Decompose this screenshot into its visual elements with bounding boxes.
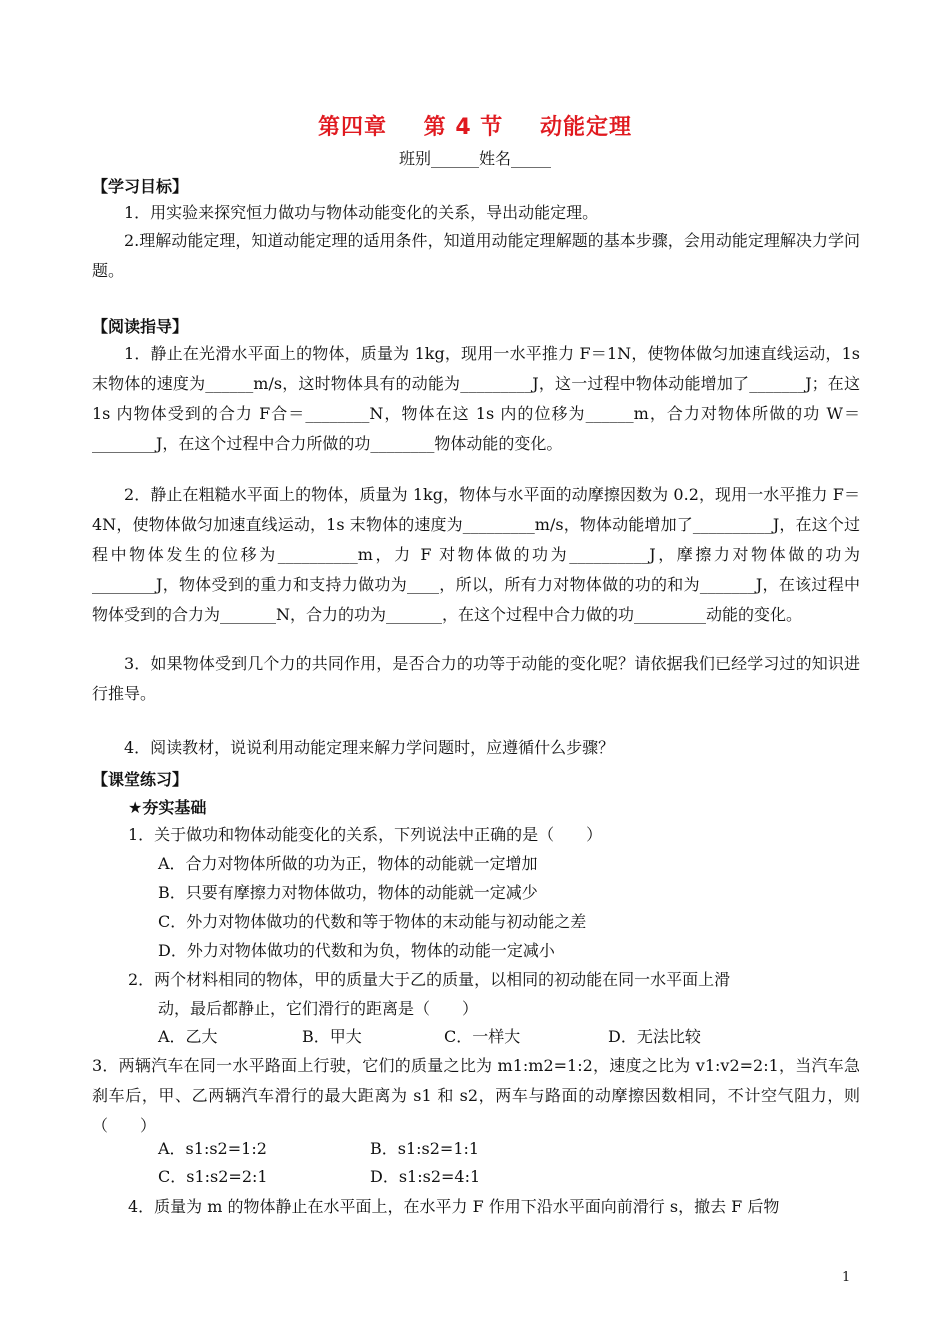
- objective-1: 1．用实验来探究恒力做功与物体动能变化的关系，导出动能定理。: [124, 203, 599, 222]
- reading-item-2: 2．静止在粗糙水平面上的物体，质量为 1kg，物体与水平面的动摩擦因数为 0.2，现用一水平推力 F＝4N，使物体做匀加速直线运动，1s 末物体的速度为_________m/s，物体动能增加了__________J，在这个过程中物体发生的位移为__________m，力 F 对物体做的功为__________J，摩擦力对物体做的功为________J，物体受到的重力和支持力做功为____，所以，所有力对物体做的功的和为_______J，在该过程中物体受到的合力为_______N，合力的功为_______，在这个过程中合力做的功_________动能的变化。: [92, 485, 860, 624]
- objectives-heading: 【学习目标】: [92, 177, 189, 196]
- reading-heading: 【阅读指导】: [92, 317, 189, 336]
- practice-heading: 【课堂练习】: [92, 770, 189, 789]
- chapter-label: 第四章: [317, 115, 387, 140]
- q2-stem-line2: 动，最后都静止，它们滑行的距离是（ ）: [158, 999, 479, 1018]
- q2-option-d: D．无法比较: [608, 1027, 701, 1046]
- q3-option-b: B．s1:s2=1:1: [370, 1139, 480, 1158]
- class-name-line: 班别______姓名_____: [398, 149, 551, 168]
- reading-item-3: 3．如果物体受到几个力的共同作用，是否合力的功等于动能的变化呢？请依据我们已经学习过的知识进行推导。: [92, 654, 860, 703]
- q3-option-d: D．s1:s2=4:1: [370, 1167, 481, 1186]
- q1-stem: 1．关于做功和物体动能变化的关系，下列说法中正确的是（ ）: [128, 825, 603, 844]
- section-label: 第 4 节: [423, 115, 504, 140]
- q2-option-c: C．一样大: [444, 1027, 521, 1046]
- q3-stem: 3．两辆汽车在同一水平路面上行驶，它们的质量之比为 m1:m2=1:2，速度之比为 v1:v2=2:1，当汽车急刹车后，甲、乙两辆汽车滑行的最大距离为 s1 和 s2，两车与路面的动摩擦因数相同，不计空气阻力，则（ ）: [92, 1056, 860, 1135]
- page-title: [0, 110, 950, 141]
- reading-item-1: 1．静止在光滑水平面上的物体，质量为 1kg，现用一水平推力 F＝1N，使物体做匀加速直线运动，1s 末物体的速度为______m/s，这时物体具有的动能为_________J，这一过程中物体动能增加了_______J；在这 1s 内物体受到的合力 F合＝________N，物体在这 1s 内的位移为______m，合力对物体所做的功 W＝________J，在这个过程中合力所做的功________物体动能的变化。: [92, 344, 860, 453]
- q4-stem-line1: 4．质量为 m 的物体静止在水平面上，在水平力 F 作用下沿水平面向前滑行 s，撤去 F 后物: [128, 1197, 780, 1216]
- topic-label: 动能定理: [539, 115, 632, 140]
- q3-option-c: C．s1:s2=2:1: [158, 1167, 268, 1186]
- page-number: 1: [842, 1270, 851, 1285]
- q3-option-a: A．s1:s2=1:2: [158, 1139, 267, 1158]
- q1-option-b: B．只要有摩擦力对物体做功，物体的动能就一定减少: [158, 883, 538, 902]
- q1-option-d: D．外力对物体做功的代数和为负，物体的动能一定减小: [158, 941, 555, 960]
- q2-option-b: B．甲大: [302, 1027, 362, 1046]
- q1-option-c: C．外力对物体做功的代数和等于物体的末动能与初动能之差: [158, 912, 587, 931]
- q2-stem-line1: 2．两个材料相同的物体，甲的质量大于乙的质量，以相同的初动能在同一水平面上滑: [128, 970, 731, 989]
- reading-item-4: 4．阅读教材，说说利用动能定理来解力学问题时，应遵循什么步骤？: [124, 738, 615, 757]
- q2-option-a: A．乙大: [158, 1027, 218, 1046]
- objective-2: 2.理解动能定理，知道动能定理的适用条件，知道用动能定理解题的基本步骤，会用动能定理解决力学问题。: [92, 231, 860, 280]
- q1-option-a: A．合力对物体所做的功为正，物体的动能就一定增加: [158, 854, 538, 873]
- practice-subheading: ★夯实基础: [128, 798, 207, 817]
